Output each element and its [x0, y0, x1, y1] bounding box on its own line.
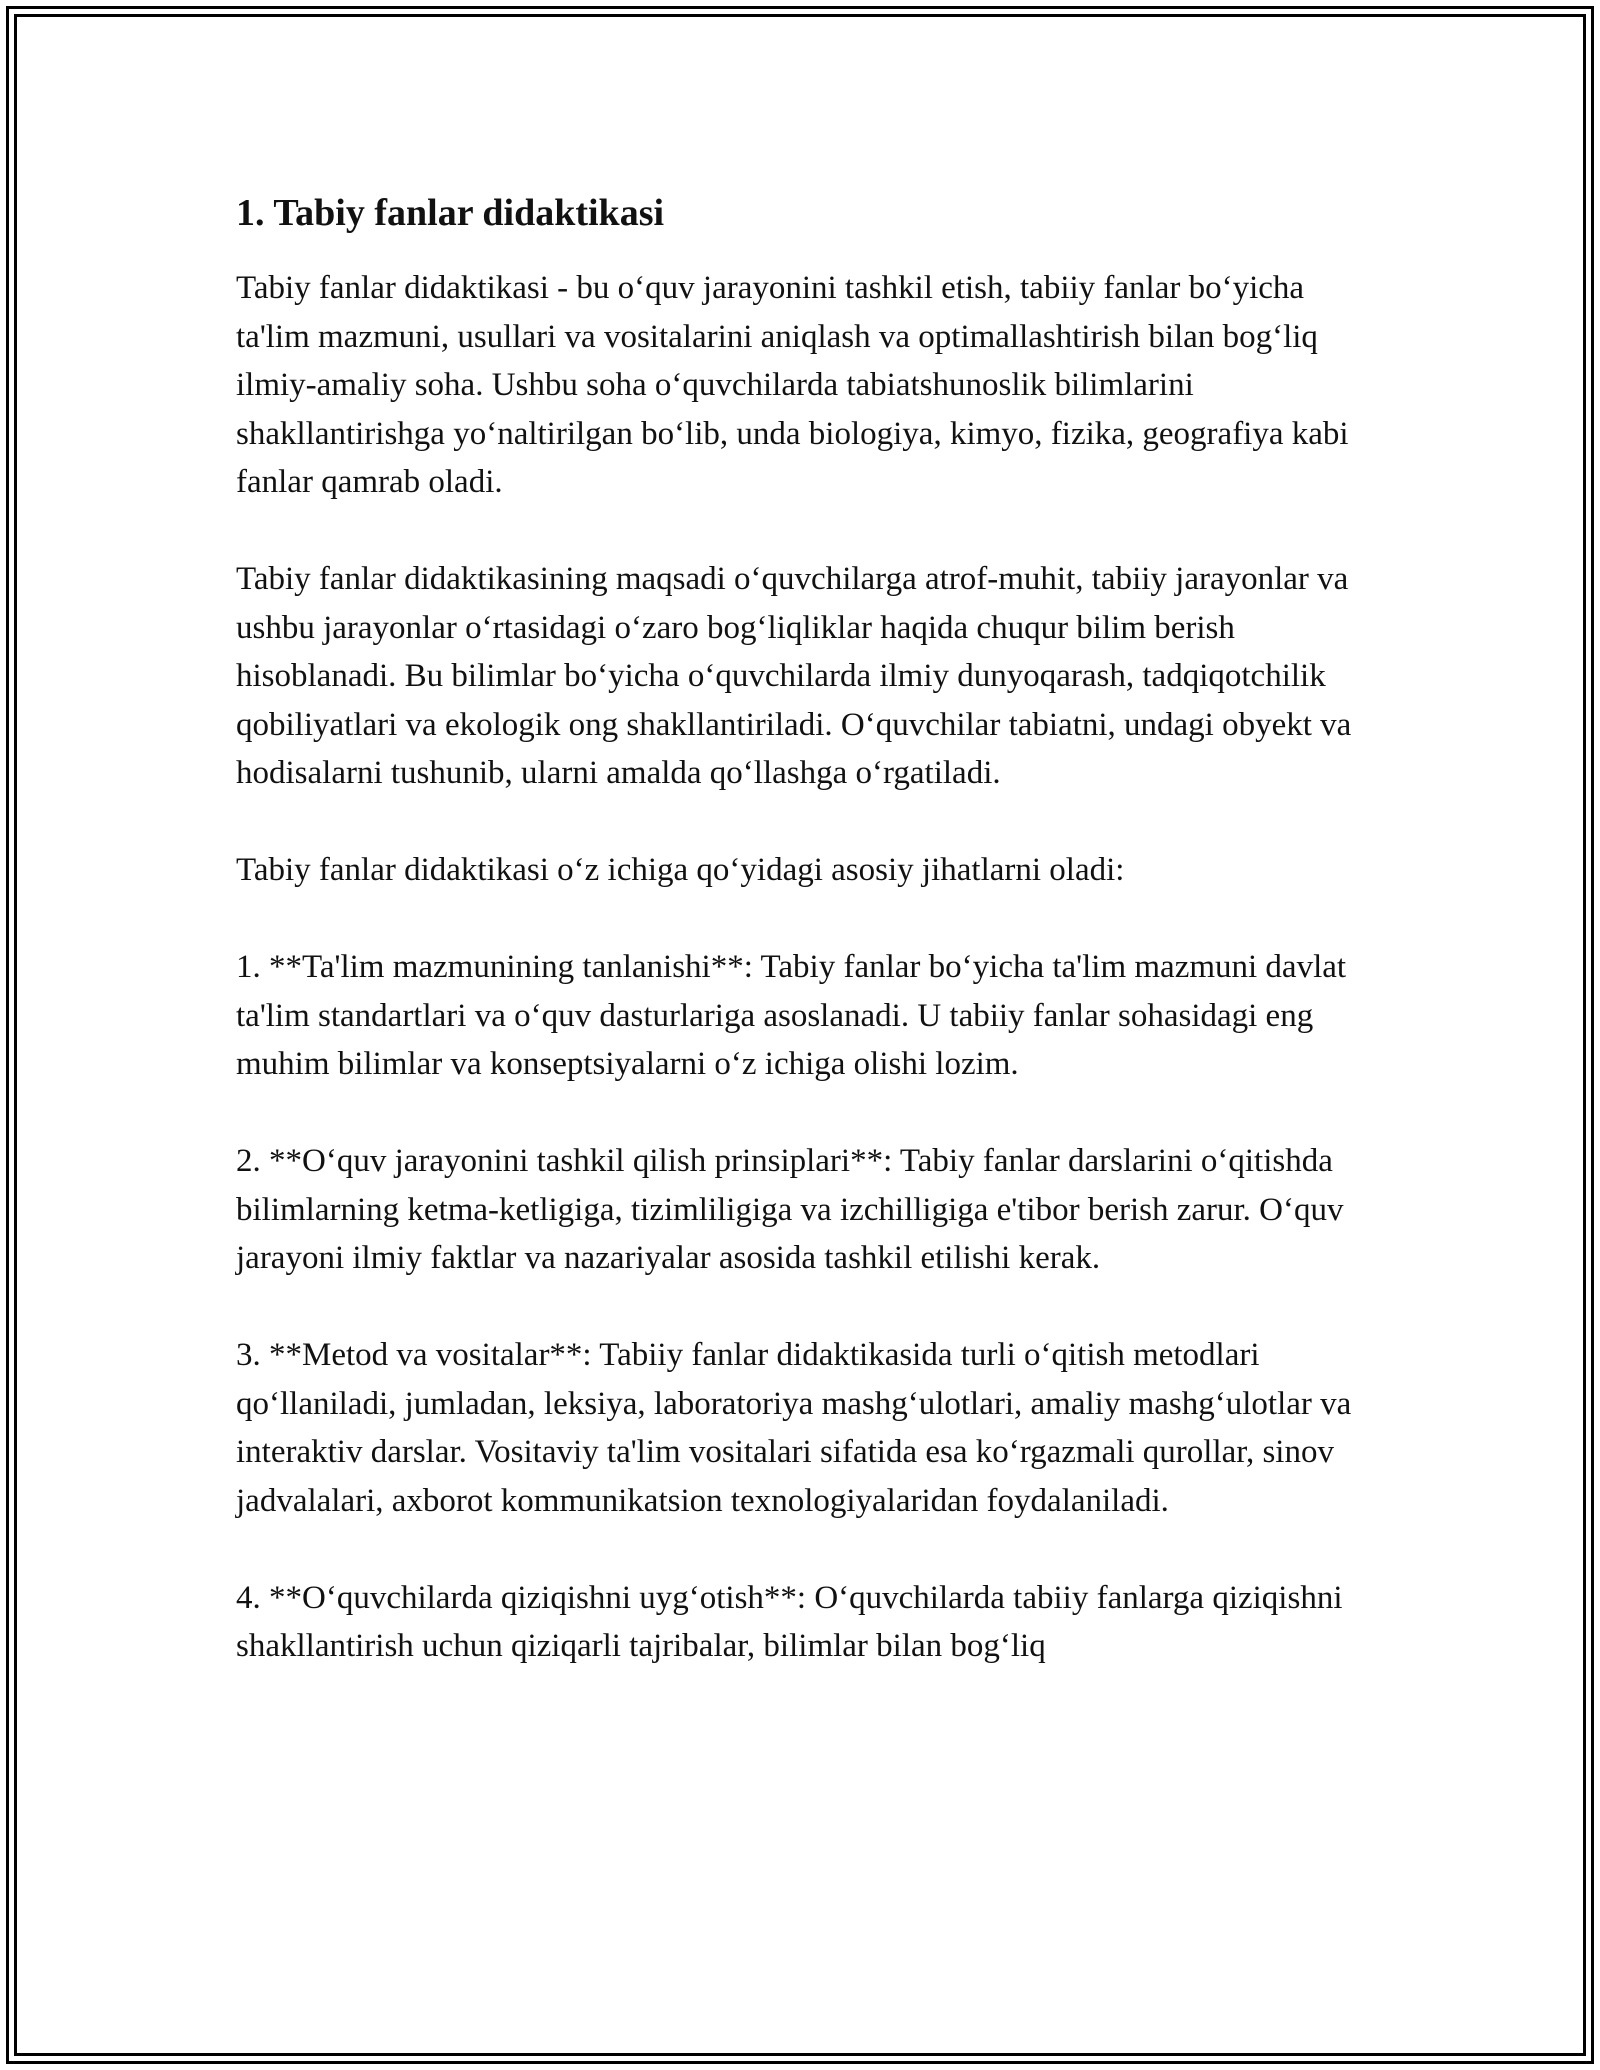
list-item-content-selection: 1. **Ta'lim mazmunining tanlanishi**: Tabiy fanlar bo‘yicha ta'lim mazmuni davlat ta'lim standartlari va o‘quv dasturlariga asoslanadi. U tabiiy fanlar sohasidagi eng muhim bilimlar va konseptsiyalarni o‘z ichiga olishi lozim.: [236, 949, 1347, 1082]
section-title: 1. Tabiy fanlar didaktikasi: [236, 192, 665, 234]
list-item-motivation: 4. **O‘quvchilarda qiziqishni uyg‘otish**: O‘quvchilarda tabiiy fanlarga qiziqishni shakllantirish uchun qiziqarli tajribalar, bilimlar bilan bog‘liq: [236, 1579, 1343, 1664]
paragraph-intro: Tabiy fanlar didaktikasi - bu o‘quv jarayonini tashkil etish, tabiiy fanlar bo‘yicha ta'lim mazmuni, usullari va vositalarini aniqlash va optimallashtirish bilan bog‘liq ilmiy-amaliy soha. Ushbu soha o‘quvchilarda tabiatshunoslik bilimlarini shakllantirishga yo‘naltirilgan bo‘lib, unda biologiya, kimyo, fizika, geografiya kabi fanlar qamrab oladi.: [236, 270, 1349, 500]
list-item-organization-principles: 2. **O‘quv jarayonini tashkil qilish prinsiplari**: Tabiy fanlar darslarini o‘qitishda bilimlarning ketma-ketligiga, tizimliligiga va izchilligiga e'tibor berish zarur. O‘quv jarayoni ilmiy faktlar va nazariyalar asosida tashkil etilishi kerak.: [236, 1143, 1344, 1276]
document-body: [236, 188, 1386, 1671]
list-item-methods-tools: 3. **Metod va vositalar**: Tabiiy fanlar didaktikasida turli o‘qitish metodlari qo‘llaniladi, jumladan, leksiya, laboratoriya mashg‘ulotlari, amaliy mashg‘ulotlar va interaktiv darslar. Vositaviy ta'lim vositalari sifatida esa ko‘rgazmali qurollar, sinov jadvalalari, axborot kommunikatsion texnologiyalaridan foydalaniladi.: [236, 1337, 1352, 1519]
paragraph-goal: Tabiy fanlar didaktikasining maqsadi o‘quvchilarga atrof-muhit, tabiiy jarayonlar va ushbu jarayonlar o‘rtasidagi o‘zaro bog‘liqliklar haqida chuqur bilim berish hisoblanadi. Bu bilimlar bo‘yicha o‘quvchilarda ilmiy dunyoqarash, tadqiqotchilik qobiliyatlari va ekologik ong shakllantiriladi. O‘quvchilar tabiatni, undagi obyekt va hodisalarni tushunib, ularni amalda qo‘llashga o‘rgatiladi.: [236, 561, 1352, 791]
paragraph-aspects-intro: Tabiy fanlar didaktikasi o‘z ichiga qo‘yidagi asosiy jihatlarni oladi:: [236, 852, 1125, 888]
